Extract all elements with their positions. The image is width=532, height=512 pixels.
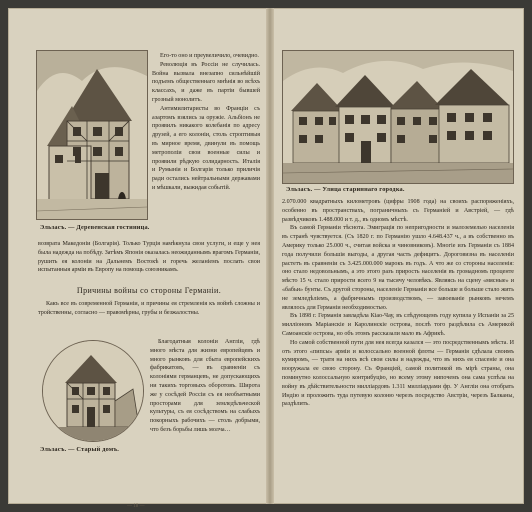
illustration-old-house <box>42 340 144 442</box>
paragraph: Антимилитаристы во Франціи съ азартомъ взялись за оружіе. Альбіонъ не проявилъ никакого колебанія по адресу друзей, а его колоніи, столь строптивыя въ мирное время, двинули въ помощь метрополіи свои военные силы и проявили рѣдкую солидарность. Италія и Румынія и Болгарія только приличія ради остались нейтральными державами и мѣшкали, выжидая событій. <box>152 105 260 191</box>
caption-village-inn: Эльзасъ. — Деревенская гостиница. <box>40 224 150 231</box>
text-column-top-right <box>152 52 260 240</box>
caption-old-house: Эльзасъ. — Старый домъ. <box>40 446 119 453</box>
text-wide-paragraph <box>38 240 260 276</box>
book-spread <box>8 8 524 509</box>
page-number: — 18 — <box>127 504 145 509</box>
paragraph: Въ 1898 г. Германія завладѣла Кіао-Чау, въ слѣдующемъ году купила у Испаніи за 25 милліоновъ Маріанскіе и Каролинскіе острова, послѣ того раздѣлила съ Америкой Самоанскіе острова, но объ этомъ рассказали мало въ Африкѣ. <box>282 313 514 337</box>
illustration-village-inn <box>36 50 148 220</box>
old-town-street-drawing <box>283 51 513 183</box>
paragraph: возврата Македоніи (Болгарія). Только Турція намѣкнула свои услуги, и еще у нея была надежда на побѣду. Затѣмъ Японія оказалась неожиданнымъ врагомъ Германіи, рушить ея колоніи на Дальнемъ Востокѣ и горечь желаніемъ послать свои испытанныя арміи въ Европу на помощь союзникамъ. <box>38 241 260 274</box>
book-gutter <box>266 8 274 504</box>
paragraph: 2.070.000 квадратныхъ километровъ (цифры 1908 года) на своихъ распоряженіяхъ, особенно въ пространствахъ, пограничныхъ съ Германіей и Австріей, — гдѣ развѣдчиковъ 1.488.000 и т. д., въ одномъ мѣстѣ. <box>282 199 514 223</box>
paragraph: Его-то оно и преувеличило, очевидно. <box>160 53 259 59</box>
old-house-drawing <box>43 341 143 441</box>
paragraph: Но самой собственной пути для нея всегда казался — это посредственнымъ мѣста. И отъ этого «пипсы» арміи и колоссально военной флоты — Германія сдѣлала своимъ кумиромъ, — тратя на нихъ всѣ свои силы и надежды, что въ нихъ ея спасеніе и она вооружала ее свою сторону. Съ Франціей, самой политикой въ мірѣ страны, она поминутно колоссальную контрибуцію, но всему этому нипочемъ она сама успѣла на войну въ дѣйствительности милліардовъ 1.311 милліардами фр. У Англіи она отобрать Индію и проложить туда путевую колоню черезъ посредство Австріи, черезъ Балканы, раздѣлить. <box>282 339 514 408</box>
paragraph: Революція въ Россіи не случилась. Война вызвала внезапно сильнѣйшій подъемъ общественнаго мнѣнія во всѣхъ классахъ, и даже въ партіи бывшей грозный монолитъ. <box>152 61 260 103</box>
village-inn-drawing <box>37 51 147 219</box>
caption-old-town-street: Эльзасъ. — Улица стариннаго городка. <box>286 186 405 193</box>
left-page <box>22 34 262 509</box>
illustration-old-town-street <box>282 50 514 184</box>
paragraph: Благодатныя колоніи Англіи, гдѣ много мѣста для жизни европейцевъ и много рынковъ для сбыта европейскихъ фабрикатовъ, — въ сравненіи съ колоніями германцевъ, не допускающихъ ни такихъ торговыхъ оборотовъ. Широта же у сосѣдей Россіи съ ея необъятными просторами для земледѣльческой культуры, съ ея сосѣдствомъ на слабыхъ покорныхъ рабочихъ — столь добрыми, что безъ борьбы лишь молча… <box>150 339 260 433</box>
right-page <box>278 34 522 494</box>
text-column-main <box>282 198 514 488</box>
paragraph: Въ самой Германіи тѣснота. Эмиграція по непригодности и малоземелью населенія въ странѣ чувствуется. (Съ 1820 г. по Германію ушло 4.648.437 ч., а въ собственно въ Америку только 25.000 ч., считая войска и чиновниковъ). Многіе изъ Германіи съ 1884 года получили большія выгоды, а другая часть дефицитъ. Дороговизна въ населеніи растетъ въ сравненіи съ 3.425.000.000 марокъ въ годъ. А что же со стороны населенія: оно стало недовольнымъ, а это этого разъ прирость населенія въ громадномъ проценте мѣсто 15 ч. стало прирости всего 9 на тысячу человѣкъ. Являясь на сцену «мясные» и «бабьи» бунты. Съ другой стороны, населеніе Германіи все больше и больше стало жить не земледѣліемъ, а фабричнымъ производствомъ, — завоеваніе рынковъ нечемъ являлось для Германіи необходимостью. <box>282 225 514 311</box>
text-column-bottom-right <box>150 338 260 488</box>
section-heading: Причины войны со стороны Германіи. <box>76 286 222 295</box>
paragraph: Какъ все въ современной Германіи, и причины ея стремленія къ войнѣ сложны и тройственны, согласно — правомѣрны, грубы и безжалостны. <box>38 301 260 316</box>
heading-lead-text <box>38 300 260 336</box>
